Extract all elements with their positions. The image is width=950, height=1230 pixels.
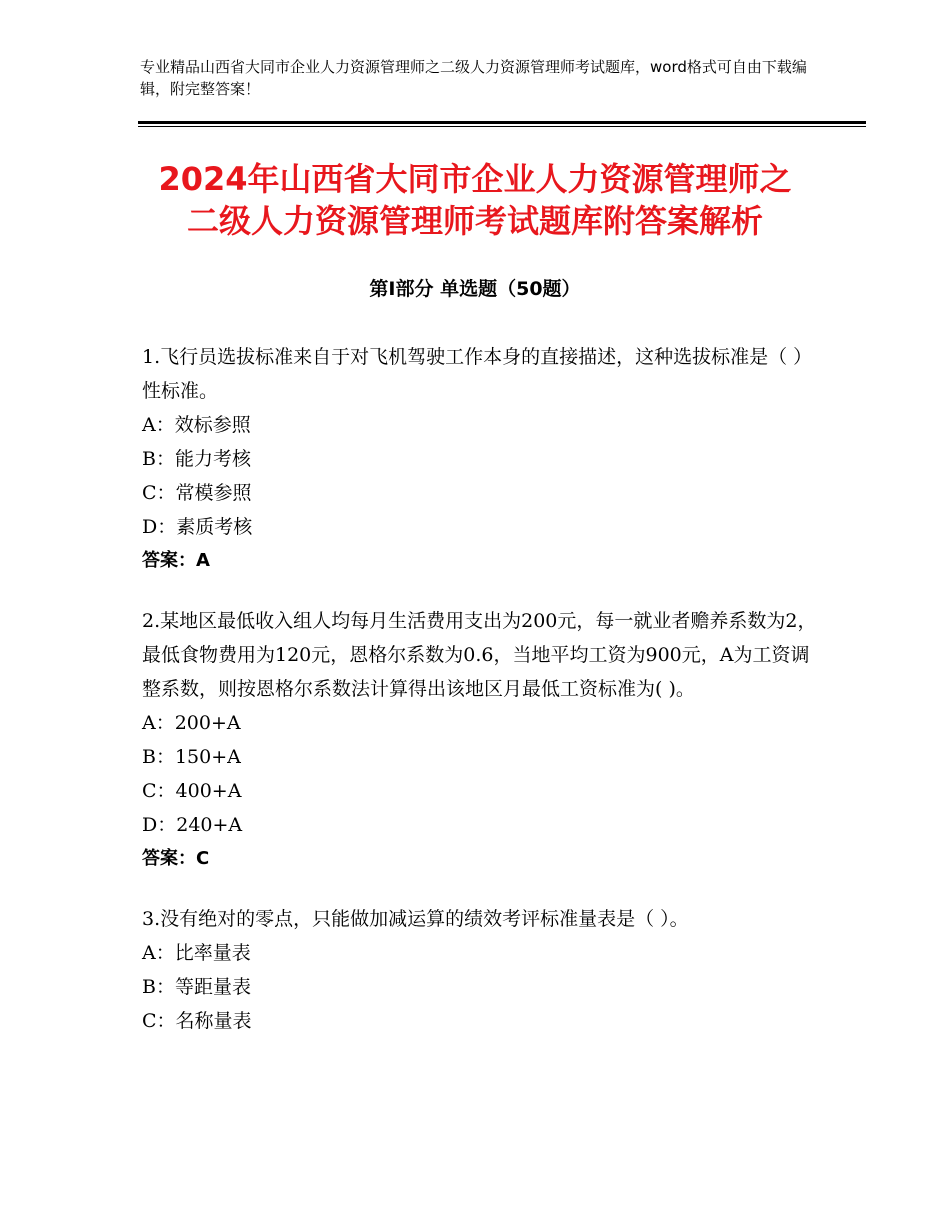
- question-list: [142, 340, 822, 1064]
- question-3: [142, 902, 822, 1038]
- question-stem: 3.没有绝对的零点，只能做加减运算的绩效考评标准量表是（ ）。: [142, 908, 689, 930]
- section-title: 第Ⅰ部分 单选题（50题）: [369, 278, 581, 300]
- option-c: C：常模参照: [142, 482, 252, 504]
- option-a: A：200+A: [142, 712, 241, 734]
- document-title: [120, 158, 830, 242]
- header-divider-thin: [138, 126, 866, 127]
- answer: 答案：C: [142, 848, 210, 869]
- question-stem: 1.飞行员选拔标准来自于对飞机驾驶工作本身的直接描述，这种选拔标准是（ ）性标准。: [142, 346, 813, 402]
- option-c: C：名称量表: [142, 1010, 252, 1032]
- header-divider-thick: [138, 121, 866, 124]
- question-1: [142, 340, 822, 578]
- header-note: 专业精品山西省大同市企业人力资源管理师之二级人力资源管理师考试题库，word格式可自由下载编辑，附完整答案！: [140, 58, 807, 98]
- option-b: B：等距量表: [142, 976, 251, 998]
- option-c: C：400+A: [142, 780, 242, 802]
- question-stem: 2.某地区最低收入组人均每月生活费用支出为200元，每一就业者赡养系数为2，最低食物费用为120元，恩格尔系数为0.6，当地平均工资为900元，A为工资调整系数，则按恩格尔系数法计算得出该地区月最低工资标准为( )。: [142, 610, 817, 700]
- option-a: A：比率量表: [142, 942, 251, 964]
- option-d: D：素质考核: [142, 516, 253, 538]
- question-2: [142, 604, 822, 876]
- option-d: D：240+A: [142, 814, 243, 836]
- option-a: A：效标参照: [142, 414, 251, 436]
- option-b: B：150+A: [142, 746, 241, 768]
- option-b: B：能力考核: [142, 448, 251, 470]
- document-title-line-2: 二级人力资源管理师考试题库附答案解析: [186, 202, 763, 240]
- answer: 答案：A: [142, 550, 210, 571]
- document-title-line-1: 2024年山西省大同市企业人力资源管理师之: [158, 160, 792, 198]
